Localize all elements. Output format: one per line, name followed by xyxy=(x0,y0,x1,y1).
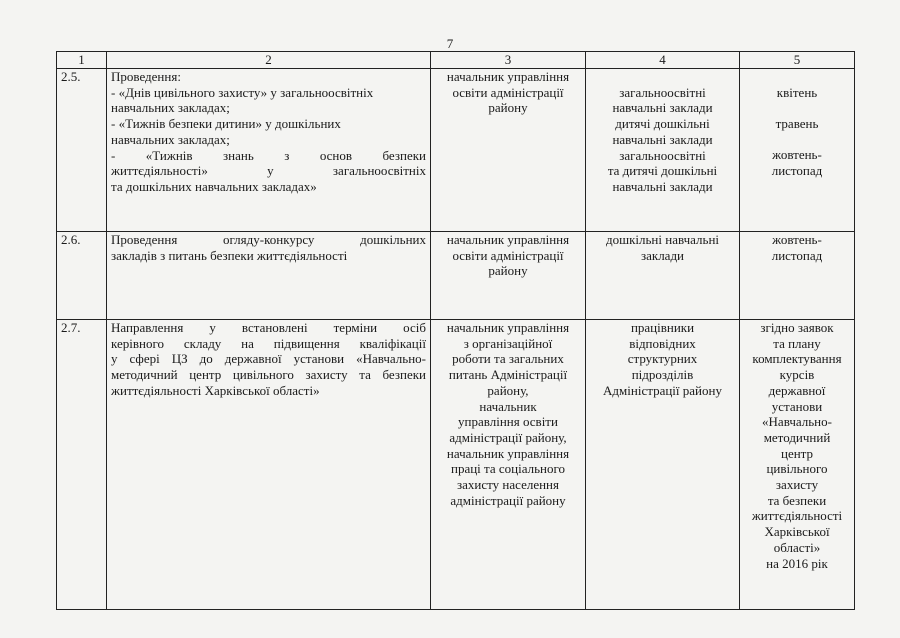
responsible-line: питань Адміністрації xyxy=(448,367,568,383)
term-line: та плану xyxy=(773,335,821,351)
responsible-cell xyxy=(431,232,586,320)
term-cell xyxy=(740,232,855,320)
event-line: керівного складу на підвищення кваліфікації xyxy=(111,335,426,351)
term-line: центр xyxy=(780,445,814,461)
table-row-2-7 xyxy=(57,320,855,610)
responsible-cell xyxy=(431,69,586,232)
responsible-line: начальник управління xyxy=(446,69,570,84)
term-line: згідно заявок xyxy=(760,320,834,335)
term-line: листопад xyxy=(771,247,823,263)
term-line: життєдіяльності xyxy=(751,508,843,524)
participants-line: підрозділів xyxy=(631,367,694,383)
participants-line: Адміністрації району xyxy=(603,382,722,398)
event-line: - «Тижнів знань з основ безпеки xyxy=(111,147,426,163)
term-line: Харківської xyxy=(764,524,830,540)
responsible-line: начальник xyxy=(479,398,537,414)
term-line: листопад xyxy=(771,163,823,179)
responsible-line: управління освіти xyxy=(458,414,558,430)
column-number-row xyxy=(57,52,855,69)
term-line: методичний xyxy=(763,429,831,445)
column-header-5: 5 xyxy=(740,52,855,69)
term-line: цивільного xyxy=(766,461,828,477)
responsible-line: адміністрації району xyxy=(450,492,566,508)
term-line: захисту xyxy=(775,477,819,493)
responsible-line: освіти адміністрації xyxy=(452,247,564,263)
responsible-line: освіти адміністрації xyxy=(452,84,564,100)
term-line: комплектування xyxy=(752,351,842,367)
participants-line: навчальні заклади xyxy=(612,131,713,147)
event-line: методичний центр цивільного захисту та безпеки xyxy=(111,367,426,383)
responsible-line: району, xyxy=(487,382,529,398)
term-line: та безпеки xyxy=(767,492,827,508)
event-line: Проведення огляду-конкурсу дошкільних xyxy=(111,232,426,247)
responsible-line: роботи та загальних xyxy=(452,351,564,367)
participants-line: навчальні заклади xyxy=(612,100,713,116)
term-cell xyxy=(740,69,855,232)
participants-cell xyxy=(586,232,740,320)
event-line: у сфері ЦЗ до державної установи «Навчально- xyxy=(111,351,426,367)
event-line: життєдіяльності Харківської області» xyxy=(111,382,320,398)
term-line: курсів xyxy=(779,367,815,383)
term-line: жовтень- xyxy=(772,147,822,163)
event-cell xyxy=(107,232,431,320)
term-line: державної xyxy=(768,382,826,398)
participants-line: навчальні заклади xyxy=(612,178,713,194)
responsible-line: начальник управління xyxy=(446,232,570,247)
responsible-line: начальник управління xyxy=(446,320,570,335)
event-line: - «Тижнів безпеки дитини» у дошкільних xyxy=(111,116,341,132)
term-line: на 2016 рік xyxy=(766,555,828,571)
event-cell xyxy=(107,69,431,232)
row-number: 2.5. xyxy=(57,69,107,232)
term-line: квітень xyxy=(776,84,818,100)
event-line: навчальних закладах; xyxy=(111,131,230,147)
participants-line: відповідних xyxy=(629,335,696,351)
term-line: жовтень- xyxy=(772,232,822,247)
participants-line: та дитячі дошкільні xyxy=(607,163,718,179)
row-number: 2.7. xyxy=(57,320,107,610)
term-line: «Навчально- xyxy=(762,414,832,430)
event-line: навчальних закладах; xyxy=(111,100,230,116)
participants-line: загальноосвітні xyxy=(619,147,706,163)
table-row-2-6 xyxy=(57,232,855,320)
participants-line: працівники xyxy=(630,320,695,335)
measures-table xyxy=(56,51,855,610)
responsible-line: начальник управління xyxy=(446,445,570,461)
participants-line: загальноосвітні xyxy=(619,84,706,100)
responsible-cell xyxy=(431,320,586,610)
participants-cell xyxy=(586,320,740,610)
event-line: та дошкільних навчальних закладах» xyxy=(111,178,317,194)
table-row-2-5 xyxy=(57,69,855,232)
participants-line: структурних xyxy=(627,351,698,367)
participants-line: дошкільні навчальні xyxy=(605,232,720,247)
event-line: закладів з питань безпеки життєдіяльності xyxy=(111,247,348,263)
column-header-4: 4 xyxy=(586,52,740,69)
event-line: Направлення у встановлені терміни осіб xyxy=(111,320,426,335)
event-line: Проведення: xyxy=(111,69,181,84)
column-header-3: 3 xyxy=(431,52,586,69)
responsible-line: району xyxy=(488,263,528,279)
responsible-line: праці та соціального xyxy=(450,461,565,477)
responsible-line: з організаційної xyxy=(463,335,553,351)
term-line: травень xyxy=(775,116,819,132)
column-header-2: 2 xyxy=(107,52,431,69)
column-header-1: 1 xyxy=(57,52,107,69)
participants-line: заклади xyxy=(640,247,685,263)
term-line: області» xyxy=(773,539,821,555)
term-cell xyxy=(740,320,855,610)
participants-line: дитячі дошкільні xyxy=(615,116,710,132)
responsible-line: захисту населення xyxy=(457,477,559,493)
event-line: - «Днів цивільного захисту» у загальноосвітніх xyxy=(111,84,374,100)
participants-cell xyxy=(586,69,740,232)
responsible-line: району xyxy=(488,100,528,116)
term-line: установи xyxy=(771,398,823,414)
responsible-line: адміністрації району, xyxy=(449,429,567,445)
event-cell xyxy=(107,320,431,610)
event-line: життєдіяльності» у загальноосвітніх xyxy=(111,163,426,179)
page-number: 7 xyxy=(446,36,454,51)
row-number: 2.6. xyxy=(57,232,107,320)
